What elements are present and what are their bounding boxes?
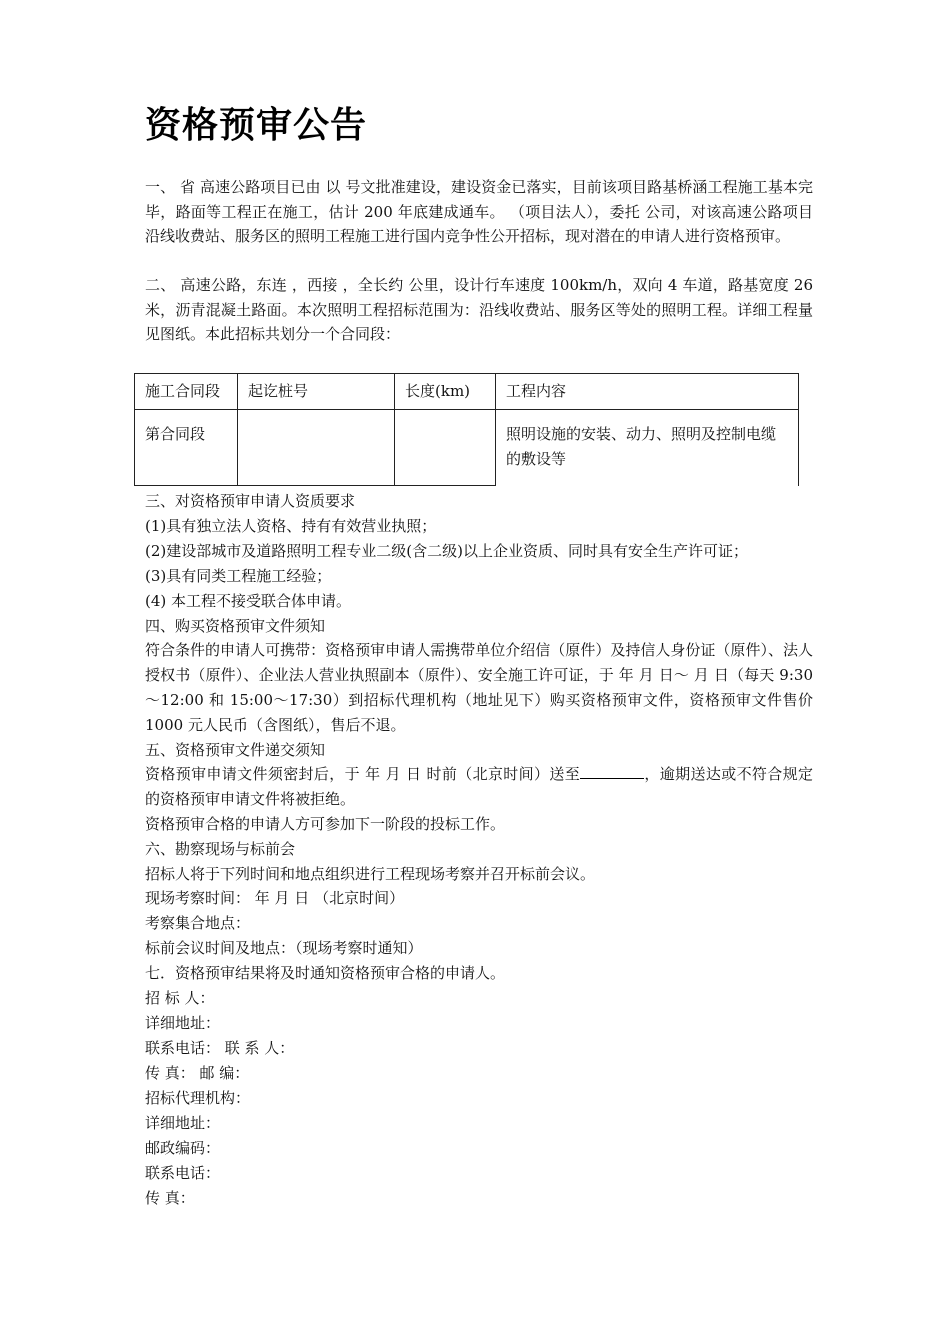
contact-phone-2: 联系电话： [145,1164,221,1182]
table-cell: 第合同段 [135,410,238,486]
section-4-body: 符合条件的申请人可携带：资格预审申请人需携带单位介绍信（原件）及持信人身份证（原件）、法人授权书（原件）、企业法人营业执照副本（原件）、安全施工许可证，于 年 月 日～ 月 日（每天 9:30～12:00 和 15:00～17:30）到招标代理机构（地址见下）购买资格预审文件，资格预审文件售价 1000 元人民币（含图纸），售后不退。 [145,641,813,734]
section-5-title: 五、资格预审文件递交须知 [145,741,326,759]
contact-address-1: 详细地址： [145,1014,221,1032]
section-5-body [145,762,813,812]
section-6-line-4: 标前会议时间及地点：（现场考察时通知） [145,939,423,957]
contract-lot-table [134,373,799,486]
section-7: 七．资格预审结果将及时通知资格预审合格的申请人。 [145,964,506,982]
requirement-1: (1)具有独立法人资格、持有有效营业执照； [145,517,437,535]
table-row [135,410,799,486]
contact-fax-postcode: 传 真： 邮 编： [145,1064,250,1082]
section-5-body-a: 资格预审申请文件须密封后，于 年 月 日 时前（北京时间）送至 [145,765,581,783]
requirement-4: (4) 本工程不接受联合体申请。 [145,592,352,610]
contact-postcode: 邮政编码： [145,1139,221,1157]
section-6-line-1: 招标人将于下列时间和地点组织进行工程现场考察并召开标前会议。 [145,865,596,883]
section-6-title: 六、勘察现场与标前会 [145,840,296,858]
section-3-title: 三、对资格预审申请人资质要求 [145,492,356,510]
table-header-cell: 起讫桩号 [238,374,395,410]
section-6-line-3: 考察集合地点： [145,914,251,932]
table-cell: 照明设施的安装、动力、照明及控制电缆的敷设等 [496,410,799,486]
contact-address-2: 详细地址： [145,1114,221,1132]
table-header-row [135,374,799,410]
table-cell [395,410,496,486]
requirement-2: (2)建设部城市及道路照明工程专业二级(含二级)以上企业资质、同时具有安全生产许可证； [145,542,748,560]
table-header-cell: 工程内容 [496,374,799,410]
table-header-cell: 长度(km) [395,374,496,410]
contact-phone-person: 联系电话： 联 系 人： [145,1039,295,1057]
section-4-title: 四、购买资格预审文件须知 [145,617,326,635]
section-6-line-2: 现场考察时间： 年 月 日 （北京时间） [145,889,405,907]
paragraph-2: 二、 高速公路，东连 ，西接 ，全长约 公里，设计行车速度 100km/h，双向 4 车道，路基宽度 26 米，沥青混凝土路面。本次照明工程招标范围为：沿线收费站、服务区等处的照明工程。详细工程量见图纸。本此招标共划分一个合同段： [145,276,813,343]
table-header-cell: 施工合同段 [135,374,238,410]
section-5-body-b: ，逾期送达或不符合规定的资格预审申请文件将被拒绝。 [145,765,813,808]
contact-tenderer: 招 标 人： [145,989,215,1007]
table-cell [238,410,395,486]
contact-fax-2: 传 真： [145,1189,195,1207]
paragraph-1: 一、 省 高速公路项目已由 以 号文批准建设，建设资金已落实，目前该项目路基桥涵工程施工基本完毕，路面等工程正在施工，估计 200 年底建成通车。 （项目法人），委托 公司，对该高速公路项目沿线收费站、服务区的照明工程施工进行国内竞争性公开招标，现对潜在的申请人进行资格预审。 [145,178,813,245]
blank-underline [580,764,644,779]
section-5-body-2: 资格预审合格的申请人方可参加下一阶段的投标工作。 [145,815,506,833]
page-title: 资格预审公告 [145,105,368,146]
contact-agency: 招标代理机构： [145,1089,251,1107]
requirement-3: (3)具有同类工程施工经验； [145,567,332,585]
